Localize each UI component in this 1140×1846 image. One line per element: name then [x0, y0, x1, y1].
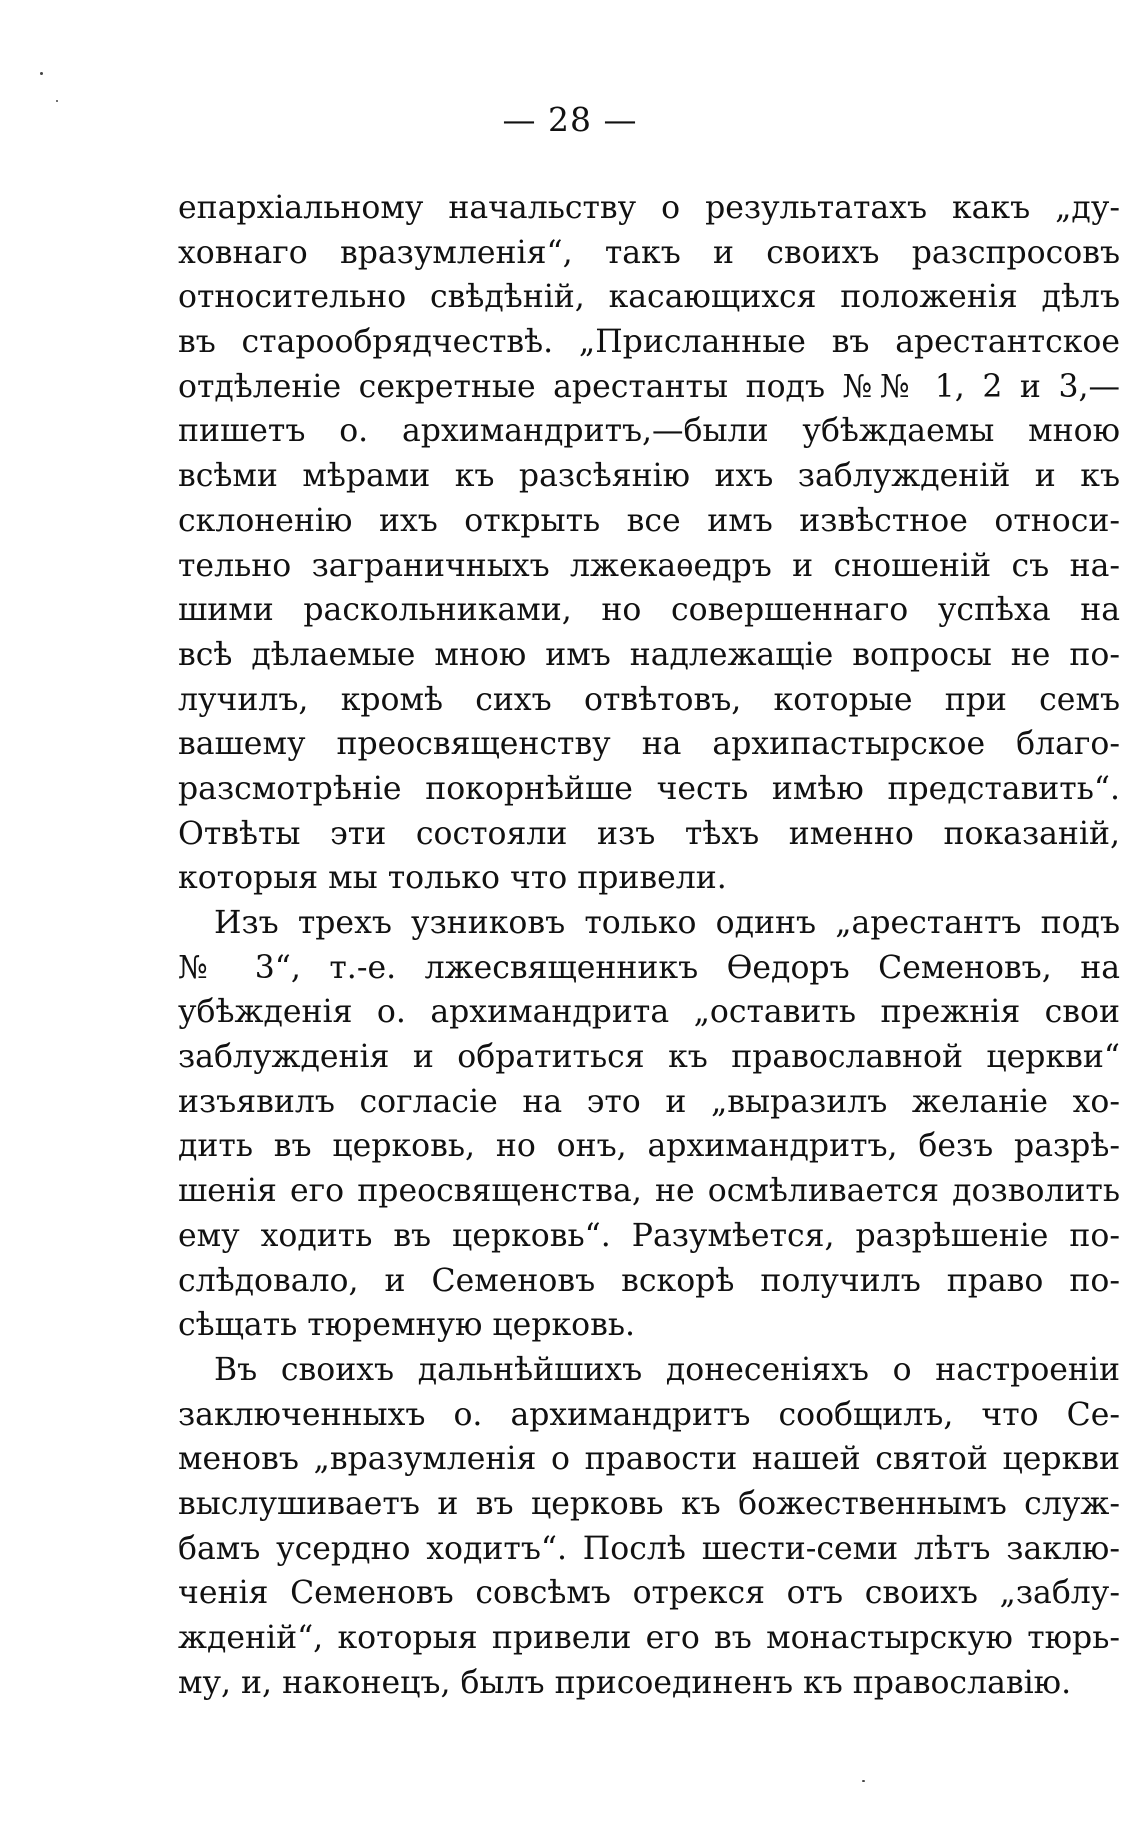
- text-line: сѣщать тюремную церковь.: [178, 1307, 636, 1344]
- text-line: заблужденія и обратиться къ православной церкви“: [178, 1039, 1120, 1076]
- text-line: му, и, наконецъ, былъ присоединенъ къ православію.: [178, 1664, 1072, 1701]
- text-line: пишетъ о. архимандритъ,—были убѣждаемы мною: [178, 413, 1120, 450]
- text-line: лучилъ, кромѣ сихъ отвѣтовъ, которые при семъ: [178, 681, 1120, 718]
- text-line: въ старообрядчествѣ. „Присланные въ арестантское: [178, 324, 1120, 361]
- text-line: разсмотрѣніе покорнѣйше честь имѣю представить“.: [178, 770, 1120, 807]
- text-line: заключенныхъ о. архимандритъ сообщилъ, что Се-: [178, 1396, 1120, 1433]
- text-line: дить въ церковь, но онъ, архимандритъ, безъ разрѣ-: [178, 1128, 1120, 1165]
- print-speck: [862, 1780, 865, 1782]
- page-number: — 28 —: [502, 100, 638, 139]
- text-line: склоненію ихъ открыть все имъ извѣстное относи-: [178, 502, 1120, 539]
- text-line: Въ своихъ дальнѣйшихъ донесеніяхъ о настроеніи: [214, 1351, 1120, 1388]
- text-line: слѣдовало, и Семеновъ вскорѣ получилъ право по-: [178, 1262, 1120, 1299]
- print-speck: [56, 100, 58, 102]
- text-line: убѣжденія о. архимандрита „оставить прежнія свои: [178, 994, 1120, 1031]
- text-line: жденій“, которыя привели его въ монастырскую тюрь-: [178, 1620, 1120, 1656]
- text-line: изъявилъ согласіе на это и „выразилъ желаніе хо-: [178, 1083, 1120, 1120]
- text-line: ченія Семеновъ совсѣмъ отрекся отъ своихъ „заблу-: [178, 1575, 1120, 1612]
- text-line: меновъ „вразумленія о правости нашей святой церкви: [178, 1441, 1120, 1478]
- text-line: епархіальному начальству о результатахъ какъ „ду-: [178, 190, 1120, 226]
- text-line: выслушиваетъ и въ церковь къ божественнымъ служ-: [178, 1485, 1120, 1522]
- text-line: ему ходить въ церковь“. Разумѣется, разрѣшеніе по-: [178, 1217, 1120, 1254]
- text-line: Отвѣты эти состояли изъ тѣхъ именно показаній,: [178, 815, 1120, 852]
- text-line: № 3“, т.-е. лжесвященникъ Ѳедоръ Семеновъ, на: [178, 949, 1120, 986]
- print-speck: [40, 72, 43, 75]
- text-line: бамъ усердно ходитъ“. Послѣ шести-семи лѣтъ заклю-: [178, 1530, 1120, 1567]
- text-line: отдѣленіе секретные арестанты подъ №№ 1, 2 и 3,—: [178, 368, 1120, 405]
- body-text: [178, 186, 1120, 1705]
- text-line: Изъ трехъ узниковъ только одинъ „арестантъ подъ: [214, 905, 1120, 941]
- text-line: вашему преосвященству на архипастырское благо-: [178, 726, 1120, 763]
- text-line: шенія его преосвященства, не осмѣливается дозволить: [178, 1173, 1120, 1210]
- text-line: ховнаго вразумленія“, такъ и своихъ разспросовъ: [178, 234, 1120, 271]
- text-line: которыя мы только что привели.: [178, 860, 727, 897]
- text-line: всѣми мѣрами къ разсѣянію ихъ заблужденій и къ: [178, 458, 1120, 495]
- text-line: всѣ дѣлаемые мною имъ надлежащіе вопросы не по-: [178, 636, 1120, 673]
- text-line: шими раскольниками, но совершеннаго успѣха на: [178, 592, 1120, 629]
- text-line: относительно свѣдѣній, касающихся положенія дѣлъ: [178, 279, 1120, 316]
- text-line: тельно заграничныхъ лжекаѳедръ и сношеній съ на-: [178, 547, 1120, 584]
